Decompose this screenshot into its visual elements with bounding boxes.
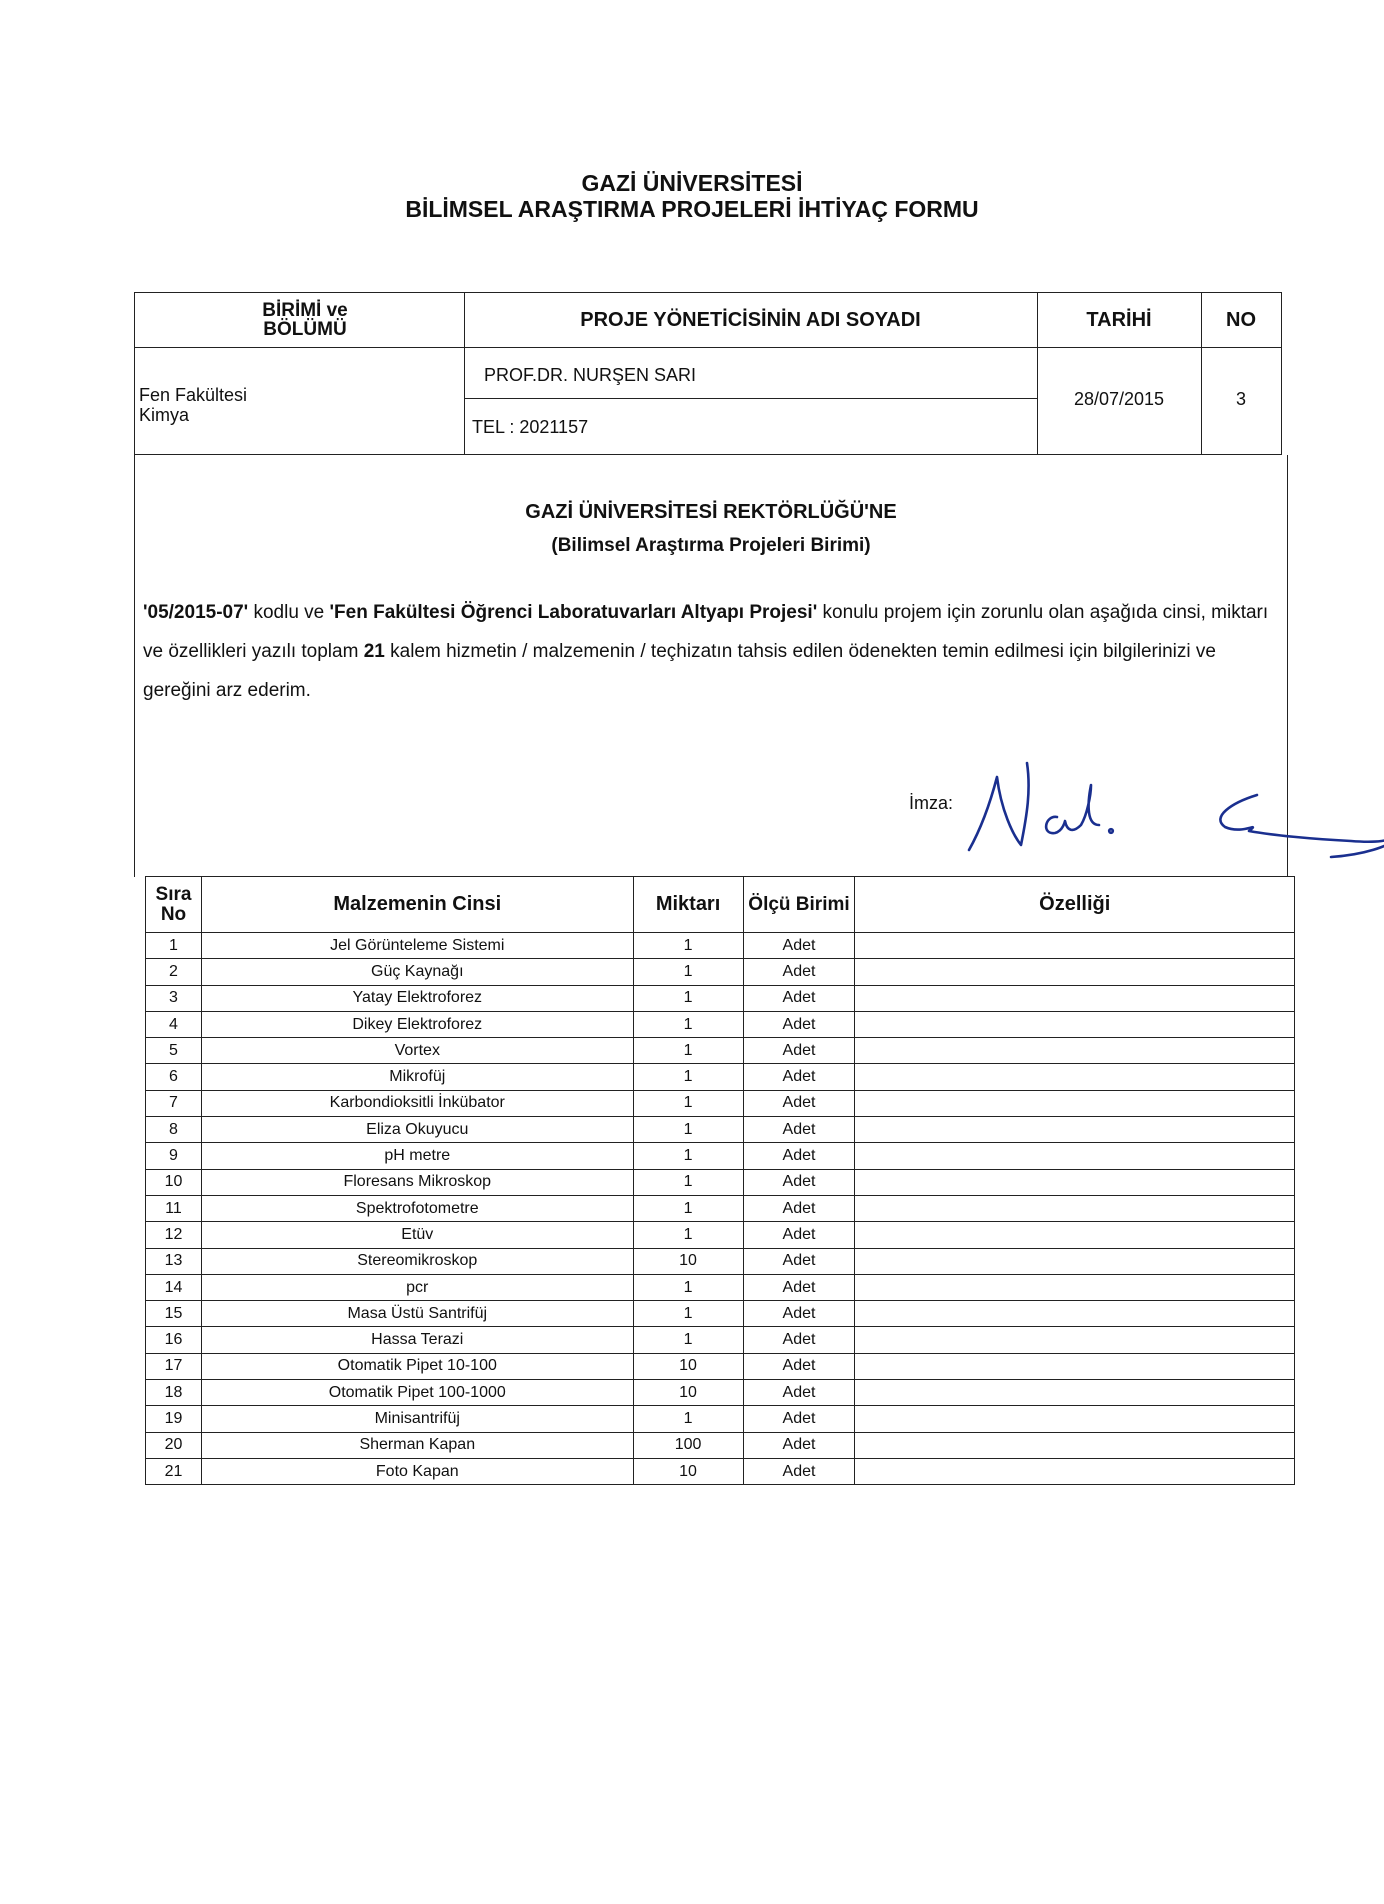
cell-unit: Adet [743, 1248, 855, 1274]
cell-spec [855, 1038, 1295, 1064]
cell-spec [855, 1117, 1295, 1143]
cell-no: 10 [146, 1169, 202, 1195]
cell-name: Otomatik Pipet 100-1000 [201, 1380, 633, 1406]
cell-no: 9 [146, 1143, 202, 1169]
cell-unit: Adet [743, 1432, 855, 1458]
cell-unit: Adet [743, 1406, 855, 1432]
cell-qty: 1 [633, 1169, 743, 1195]
cell-spec [855, 1222, 1295, 1248]
cell-name: Dikey Elektroforez [201, 1011, 633, 1037]
cell-qty: 1 [633, 1327, 743, 1353]
table-row [146, 959, 1295, 985]
cell-unit: Adet [743, 1011, 855, 1037]
no-value: 3 [1235, 389, 1246, 409]
addressee: GAZİ ÜNİVERSİTESİ REKTÖRLÜĞÜ'NE [525, 501, 897, 523]
cell-name: Spektrofotometre [201, 1195, 633, 1221]
cell-no: 14 [146, 1274, 202, 1300]
cell-name: Masa Üstü Santrifüj [201, 1301, 633, 1327]
table-row [146, 1274, 1295, 1300]
cell-name: pH metre [201, 1143, 633, 1169]
manager-phone: TEL : 2021157 [472, 417, 589, 437]
cell-no: 20 [146, 1432, 202, 1458]
table-row [146, 1406, 1295, 1432]
col-no: Sıra No [146, 877, 202, 933]
cell-unit: Adet [743, 933, 855, 959]
cell-qty: 10 [633, 1353, 743, 1379]
cell-name: Foto Kapan [201, 1458, 633, 1484]
cell-spec [855, 959, 1295, 985]
cell-unit: Adet [743, 1380, 855, 1406]
cell-unit: Adet [743, 1458, 855, 1484]
cell-unit: Adet [743, 1195, 855, 1221]
cell-no: 16 [146, 1327, 202, 1353]
cell-unit: Adet [743, 1143, 855, 1169]
cell-unit: Adet [743, 1064, 855, 1090]
table-row [146, 1117, 1295, 1143]
table-row [146, 985, 1295, 1011]
cell-qty: 100 [633, 1432, 743, 1458]
cell-no: 12 [146, 1222, 202, 1248]
letter-text-3: kalem hizmetin / malzemenin / teçhizatın tahsis edilen ödenekten temin edilmesi için bilgilerinizi ve gereğini arz ederim. [143, 641, 1216, 701]
table-row [146, 1169, 1295, 1195]
cell-unit: Adet [743, 1353, 855, 1379]
cell-qty: 1 [633, 1038, 743, 1064]
table-row [146, 1143, 1295, 1169]
table-row [146, 1327, 1295, 1353]
cell-qty: 1 [633, 1064, 743, 1090]
form-title: BİLİMSEL ARAŞTIRMA PROJELERİ İHTİYAÇ FORMU [405, 196, 979, 222]
items-header-row [146, 877, 1295, 933]
cell-no: 8 [146, 1117, 202, 1143]
cell-name: pcr [201, 1274, 633, 1300]
date-value: 28/07/2015 [1073, 389, 1165, 409]
cell-spec [855, 985, 1295, 1011]
letter-section [134, 455, 1288, 877]
cell-spec [855, 1274, 1295, 1300]
cell-qty: 10 [633, 1248, 743, 1274]
cell-qty: 10 [633, 1380, 743, 1406]
cell-qty: 1 [633, 1090, 743, 1116]
divider [135, 347, 1281, 348]
cell-no: 4 [146, 1011, 202, 1037]
cell-qty: 1 [633, 1195, 743, 1221]
cell-qty: 1 [633, 959, 743, 985]
cell-spec [855, 1195, 1295, 1221]
cell-unit: Adet [743, 1274, 855, 1300]
col-unit-header: BİRİMİ ve BÖLÜMÜ [262, 300, 348, 340]
cell-unit: Adet [743, 1038, 855, 1064]
cell-unit: Adet [743, 1117, 855, 1143]
item-count: 21 [363, 641, 385, 662]
cell-unit: Adet [743, 985, 855, 1011]
table-row [146, 1353, 1295, 1379]
col-unit: Ölçü Birimi [743, 877, 855, 933]
col-qty: Miktarı [633, 877, 743, 933]
cell-name: Vortex [201, 1038, 633, 1064]
cell-qty: 1 [633, 985, 743, 1011]
cell-name: Stereomikroskop [201, 1248, 633, 1274]
table-row [146, 1458, 1295, 1484]
project-code: '05/2015-07' [143, 602, 249, 623]
cell-name: Floresans Mikroskop [201, 1169, 633, 1195]
cell-qty: 1 [633, 1406, 743, 1432]
cell-no: 6 [146, 1064, 202, 1090]
cell-spec [855, 1327, 1295, 1353]
cell-name: Minisantrifüj [201, 1406, 633, 1432]
letter-text-1: kodlu ve [248, 602, 330, 623]
signature-image [961, 755, 1384, 865]
cell-spec [855, 1011, 1295, 1037]
cell-spec [855, 1353, 1295, 1379]
cell-qty: 1 [633, 933, 743, 959]
table-row [146, 1038, 1295, 1064]
cell-name: Eliza Okuyucu [201, 1117, 633, 1143]
cell-unit: Adet [743, 1222, 855, 1248]
cell-name: Otomatik Pipet 10-100 [201, 1353, 633, 1379]
cell-name: Jel Görünteleme Sistemi [201, 933, 633, 959]
cell-spec [855, 1406, 1295, 1432]
cell-spec [855, 1458, 1295, 1484]
cell-unit: Adet [743, 1327, 855, 1353]
cell-spec [855, 1064, 1295, 1090]
cell-unit: Adet [743, 959, 855, 985]
cell-spec [855, 1248, 1295, 1274]
cell-spec [855, 1301, 1295, 1327]
table-row [146, 1064, 1295, 1090]
cell-spec [855, 1432, 1295, 1458]
cell-qty: 1 [633, 1222, 743, 1248]
cell-qty: 1 [633, 1274, 743, 1300]
project-name: 'Fen Fakültesi Öğrenci Laboratuvarları Altyapı Projesi' [329, 602, 818, 623]
cell-unit: Adet [743, 1169, 855, 1195]
table-row [146, 1301, 1295, 1327]
cell-no: 18 [146, 1380, 202, 1406]
col-date-header: TARİHİ [1086, 309, 1152, 331]
cell-no: 5 [146, 1038, 202, 1064]
cell-name: Yatay Elektroforez [201, 985, 633, 1011]
letter-body [143, 593, 1273, 710]
cell-name: Güç Kaynağı [201, 959, 633, 985]
cell-no: 3 [146, 985, 202, 1011]
table-row [146, 1248, 1295, 1274]
cell-qty: 10 [633, 1458, 743, 1484]
table-row [146, 1195, 1295, 1221]
cell-no: 13 [146, 1248, 202, 1274]
addressee-sub: (Bilimsel Araştırma Projeleri Birimi) [551, 535, 871, 556]
cell-name: Karbondioksitli İnkübator [201, 1090, 633, 1116]
letter-text-2: konulu projem için zorunlu olan aşağıda cinsi, miktarı ve özellikleri yazılı toplam [143, 602, 1269, 662]
cell-name: Mikrofüj [201, 1064, 633, 1090]
cell-qty: 1 [633, 1301, 743, 1327]
cell-spec [855, 933, 1295, 959]
table-row [146, 933, 1295, 959]
cell-no: 21 [146, 1458, 202, 1484]
cell-unit: Adet [743, 1090, 855, 1116]
table-row [146, 1222, 1295, 1248]
cell-no: 15 [146, 1301, 202, 1327]
table-row [146, 1090, 1295, 1116]
cell-no: 11 [146, 1195, 202, 1221]
info-table [134, 292, 1282, 455]
cell-no: 17 [146, 1353, 202, 1379]
cell-unit: Adet [743, 1301, 855, 1327]
cell-no: 19 [146, 1406, 202, 1432]
divider [464, 398, 1037, 399]
cell-qty: 1 [633, 1143, 743, 1169]
cell-spec [855, 1169, 1295, 1195]
cell-name: Etüv [201, 1222, 633, 1248]
col-name: Malzemenin Cinsi [201, 877, 633, 933]
cell-no: 2 [146, 959, 202, 985]
items-table [145, 876, 1295, 1485]
table-row [146, 1380, 1295, 1406]
cell-spec [855, 1090, 1295, 1116]
col-no-header: NO [1226, 309, 1256, 331]
cell-no: 7 [146, 1090, 202, 1116]
col-manager-header: PROJE YÖNETİCİSİNİN ADI SOYADI [580, 309, 921, 331]
signature-label: İmza: [909, 793, 954, 813]
col-spec: Özelliği [855, 877, 1295, 933]
manager-name: PROF.DR. NURŞEN SARI [484, 365, 697, 385]
cell-no: 1 [146, 933, 202, 959]
unit-line-2: Kimya [139, 405, 190, 425]
cell-name: Sherman Kapan [201, 1432, 633, 1458]
cell-name: Hassa Terazi [201, 1327, 633, 1353]
table-row [146, 1432, 1295, 1458]
cell-qty: 1 [633, 1117, 743, 1143]
table-row [146, 1011, 1295, 1037]
unit-line-1: Fen Fakültesi [139, 385, 248, 405]
cell-spec [855, 1380, 1295, 1406]
cell-qty: 1 [633, 1011, 743, 1037]
cell-spec [855, 1143, 1295, 1169]
university-title: GAZİ ÜNİVERSİTESİ [581, 170, 803, 196]
